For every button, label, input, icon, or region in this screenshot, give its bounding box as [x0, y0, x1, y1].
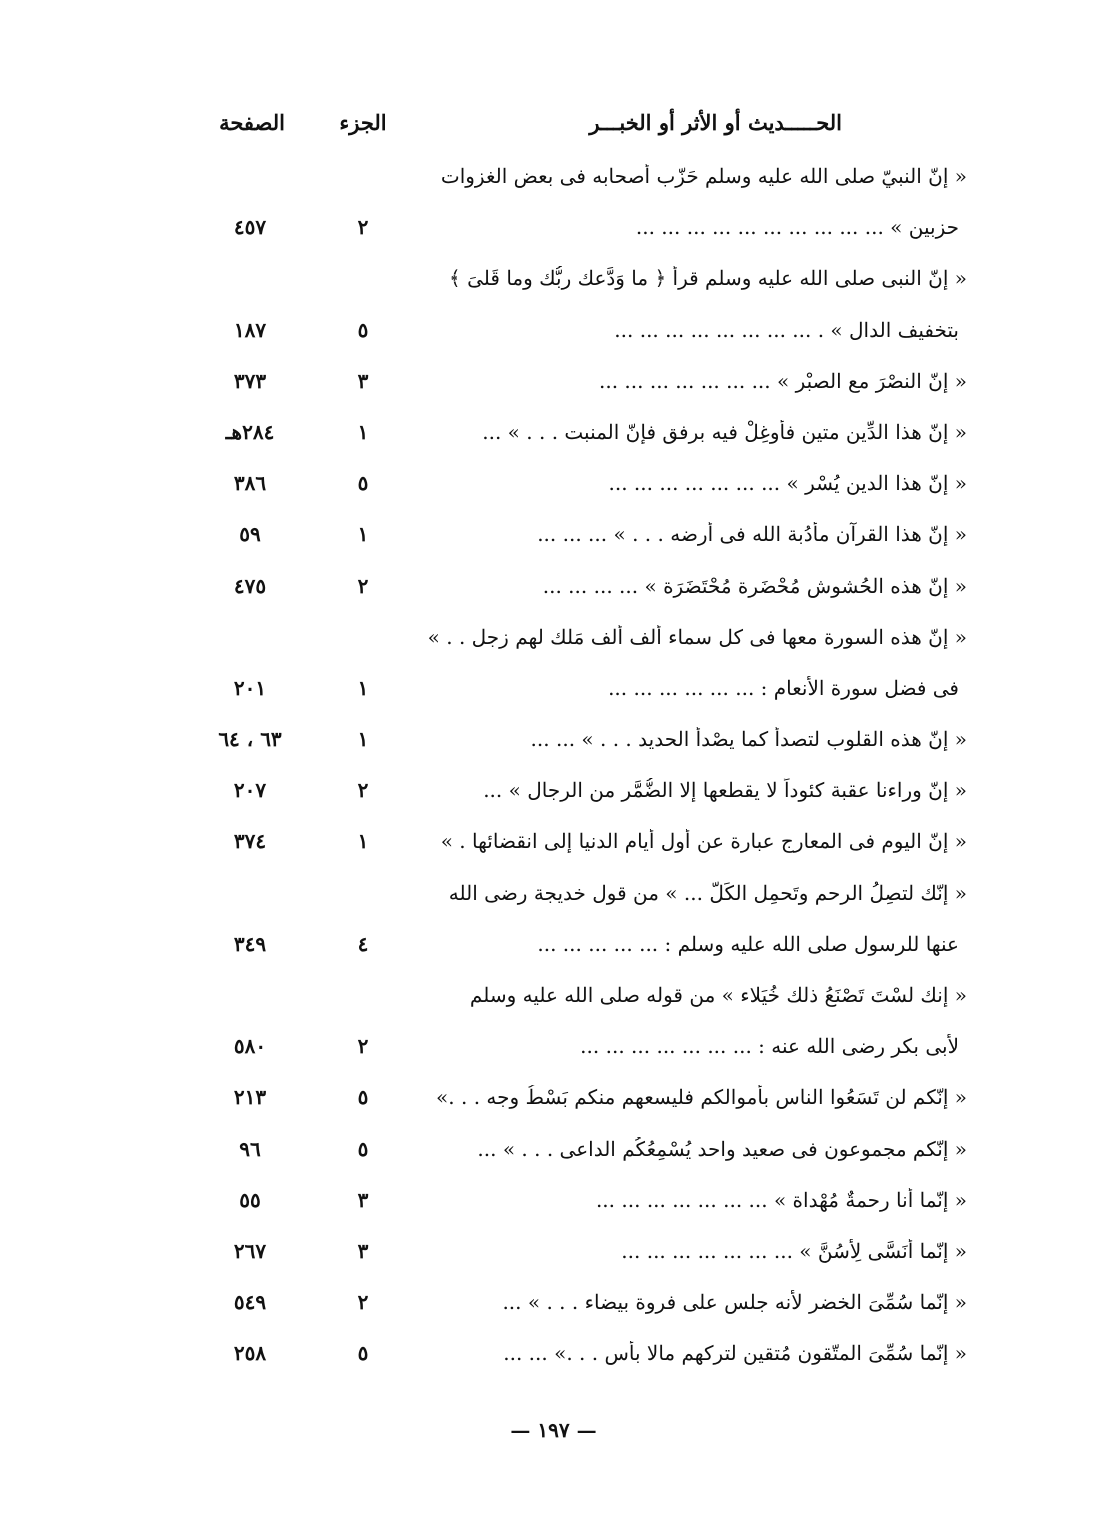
table-row	[0, 873, 1107, 924]
volume-number: ١	[357, 522, 369, 547]
page-reference: ٣٧٣	[233, 368, 267, 393]
table-row	[0, 566, 1107, 617]
header-page-column: الصفحة	[219, 110, 285, 135]
hadith-text: لأَبى بكر رضى الله عنه : ... ... ... ... ... ... ...	[580, 1034, 959, 1059]
page-reference: ٤٧٥	[233, 573, 267, 598]
hadith-text: حزبين » ... ... ... ... ... ... ... ... ... ...	[635, 215, 959, 240]
page-reference: ٥٨٠	[233, 1034, 267, 1059]
page-reference: ٣٨٦	[233, 471, 267, 496]
hadith-text: « إنك لسْتَ تَصْنَعُ ذلك خُيَلاء » من قوله صلى الله عليه وسلم	[469, 983, 967, 1007]
page-reference: ٢٥٨	[233, 1341, 267, 1366]
volume-number: ١	[357, 829, 369, 854]
page-reference: ١٨٧	[233, 317, 267, 342]
table-row	[0, 1077, 1107, 1128]
volume-number: ٥	[357, 471, 369, 496]
table-row	[0, 770, 1107, 821]
table-row	[0, 1180, 1107, 1231]
hadith-text: بتخفيف الدال » . ... ... ... ... ... ... ... ...	[614, 317, 959, 342]
hadith-text: « إنّما أنا رحمةٌ مُهْداة » ... ... ... ... ... ... ...	[595, 1187, 967, 1212]
page-reference: ٩٦	[239, 1136, 261, 1161]
table-row	[0, 617, 1107, 668]
page-reference: ٢٠١	[233, 675, 267, 700]
header-hadith-column: الحـــــديث أو الأثر أو الخبـــر	[589, 110, 842, 135]
table-row	[0, 924, 1107, 975]
volume-number: ٥	[357, 1085, 369, 1110]
page-reference: ٣٧٤	[233, 829, 267, 854]
page-reference: ٥٥	[239, 1187, 261, 1212]
table-row	[0, 719, 1107, 770]
table-row	[0, 156, 1107, 207]
hadith-text: « إنّ هذه الحُشوش مُحْضَرة مُحْتَضَرَة » ... ... ... ...	[542, 573, 967, 598]
page-number: — ١٩٧ —	[510, 1418, 597, 1442]
volume-number: ٣	[357, 1238, 369, 1263]
page-reference: ٢١٣	[233, 1085, 267, 1110]
volume-number: ٤	[357, 931, 369, 956]
volume-number: ١	[357, 675, 369, 700]
volume-number: ٢	[357, 1290, 369, 1315]
volume-number: ١	[357, 419, 369, 444]
page-reference: ٥٩	[239, 522, 261, 547]
table-row	[0, 463, 1107, 514]
hadith-text: « إنّ النبى صلى الله عليه وسلم قرأ ﴿ ما وَدَّعك ربُّك وما قَلىَ ﴾	[449, 266, 967, 291]
page-reference: ٥٤٩	[233, 1290, 267, 1315]
volume-number: ١	[357, 727, 369, 752]
page-reference: ٤٥٧	[233, 215, 267, 240]
hadith-text: « إنّما سُمِّىَ المتّقون مُتقين لتركهم مالا بأْس . . .» ... ...	[503, 1341, 967, 1366]
volume-number: ٥	[357, 317, 369, 342]
hadith-text: « إنّ النصْرَ مع الصبْر » ... ... ... ... ... ... ...	[599, 368, 967, 393]
volume-number: ٣	[357, 1187, 369, 1212]
hadith-text: « إنّ هذا الدِّين متين فأَوغِلْ فيه برفق فإنّ المنبت . . . » ...	[482, 419, 967, 444]
table-row	[0, 1129, 1107, 1180]
hadith-text: « إنّ هذه القلوب لتصدأُ كما يصْدأُ الحديد . . . » ... ...	[530, 727, 967, 752]
hadith-text: « إنّكم مجموعون فى صعيد واحد يُسْمِعُكُم الداعى . . . » ...	[477, 1136, 967, 1161]
index-table	[0, 156, 1107, 1385]
hadith-text: « إنّ هذه السورة معها فى كل سماء ألف أَلف مَلك لهم زجل . . »	[427, 624, 967, 649]
hadith-text: « إنّك لتصِلُ الرحم وتَحمِل الكَلّ ... » من قول خديجة رضى الله	[448, 880, 967, 905]
volume-number: ٢	[357, 573, 369, 598]
volume-number: ٥	[357, 1341, 369, 1366]
table-row	[0, 514, 1107, 565]
page-reference: ٣٤٩	[233, 931, 267, 956]
table-row	[0, 361, 1107, 412]
page-reference: ٦٣ ، ٦٤	[218, 727, 282, 752]
volume-number: ٥	[357, 1136, 369, 1161]
hadith-text: فى فضل سورة الأَنعام : ... ... ... ... ... ...	[608, 675, 959, 700]
hadith-text: « إنّكم لن تَسَعُوا الناس بأَموالكم فليسعهم منكم بَسْطُ وجه . . .»	[436, 1085, 967, 1110]
hadith-text: « إنّ وراءنا عقبة كئوداً لا يقطعها إلا الضُّمَّر من الرجال » ...	[483, 778, 967, 803]
volume-number: ٢	[357, 215, 369, 240]
table-row	[0, 1282, 1107, 1333]
page-reference: ٢٦٧	[233, 1238, 267, 1263]
page-reference: ٢٨٤هـ	[225, 419, 275, 444]
table-row	[0, 1231, 1107, 1282]
page-reference: ٢٠٧	[233, 778, 267, 803]
table-header	[0, 110, 1107, 146]
table-row	[0, 1026, 1107, 1077]
table-row	[0, 668, 1107, 719]
hadith-text: « إنّما سُمِّىَ الخضر لأَنه جلس على فروة بيضاء . . . » ...	[502, 1290, 967, 1315]
hadith-text: « إنّ هذا الدين يُسْر » ... ... ... ... ... ... ...	[608, 471, 967, 496]
header-volume-column: الجزء	[339, 110, 387, 135]
volume-number: ٢	[357, 1034, 369, 1059]
hadith-text: عنها للرسول صلى الله عليه وسلم : ... ... ... ... ...	[537, 931, 959, 956]
table-row	[0, 310, 1107, 361]
table-row	[0, 975, 1107, 1026]
table-row	[0, 207, 1107, 258]
table-row	[0, 258, 1107, 309]
table-row	[0, 1333, 1107, 1384]
hadith-text: « إنّما أُنَسَّى لِأَسُنَّ » ... ... ... ... ... ... ...	[621, 1238, 967, 1263]
hadith-text: « إنّ اليوم فى المعارج عبارة عن أول أيام الدنيا إلى انقضائها . »	[440, 829, 967, 854]
volume-number: ٢	[357, 778, 369, 803]
volume-number: ٣	[357, 368, 369, 393]
table-row	[0, 412, 1107, 463]
hadith-text: « إنّ النبيّ صلى الله عليه وسلم حَزّب أَصحابه فى بعض الغزوات	[440, 164, 967, 188]
table-row	[0, 821, 1107, 872]
hadith-text: « إنّ هذا القرآن مأْدُبة الله فى أَرضه . . . » ... ... ...	[537, 522, 967, 547]
